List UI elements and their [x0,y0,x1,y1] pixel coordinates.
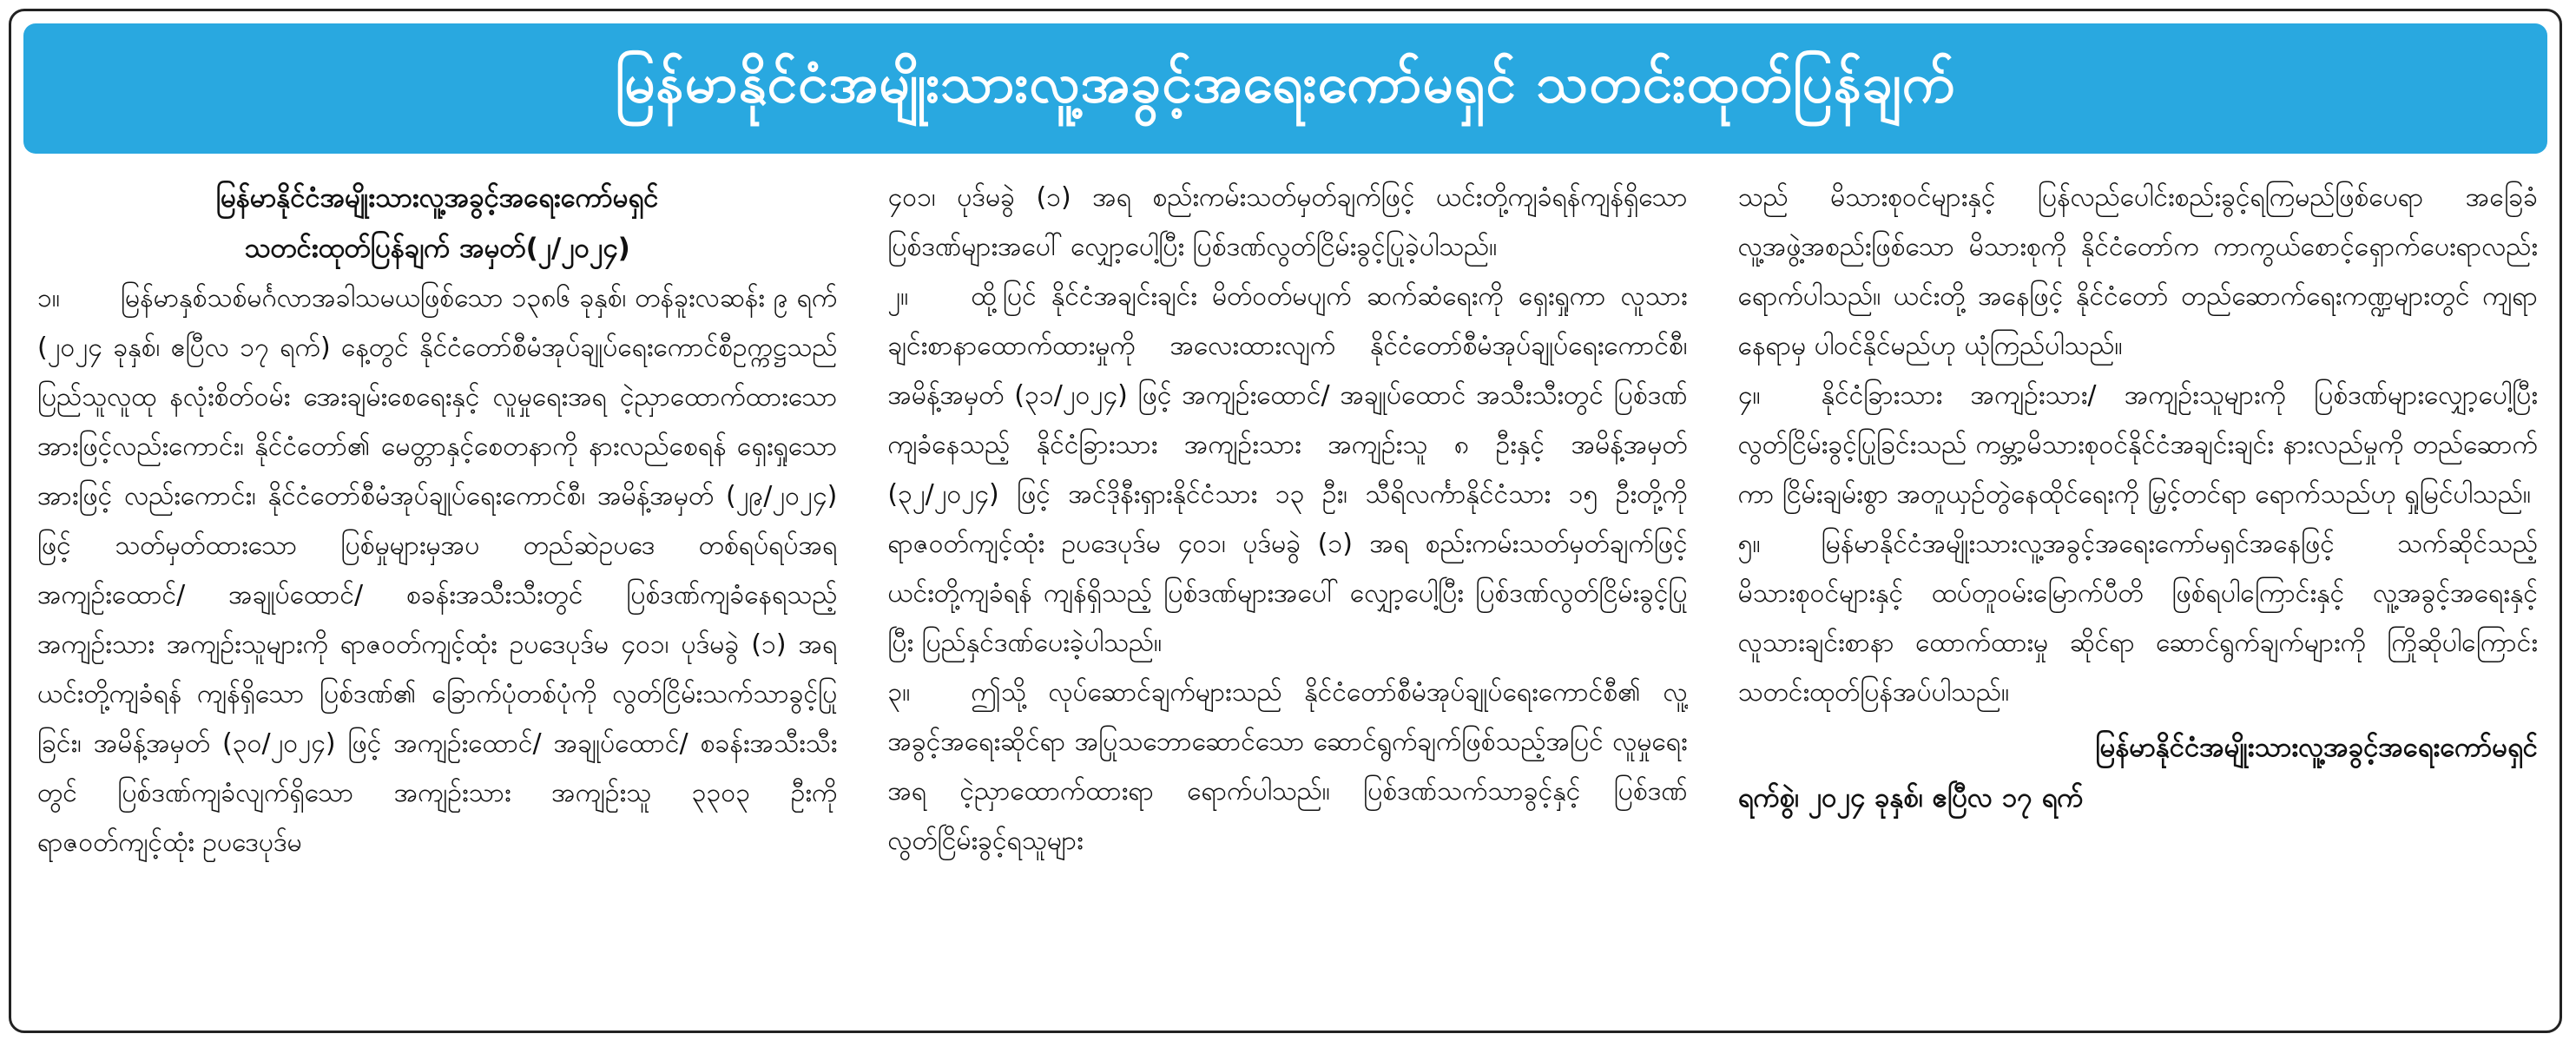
paragraph-1-text: မြန်မာနှစ်သစ်မင်္ဂလာအခါသမယဖြစ်သော ၁၃၈၆ ခုနှစ်၊ တန်ခူးလဆန်း ၉ ရက် (၂၀၂၄ ခုနှစ်၊ ဧပြီလ ၁၇ ရက်) နေ့တွင် နိုင်ငံတော်စီမံအုပ်ချုပ်ရေးကောင်စီဥက္ကဋ္ဌသည် ပြည်သူလူထု နလုံးစိတ်ဝမ်း အေးချမ်းစေရေးနှင့် လူမှုရေးအရ ငဲ့ညှာထောက်ထားသောအားဖြင့်လည်းကောင်း၊ နိုင်ငံတော်၏ မေတ္တာနှင့်စေတနာကို နားလည်စေရန် ရှေးရှုသောအားဖြင့် လည်းကောင်း၊ နိုင်ငံတော်စီမံအုပ်ချုပ်ရေးကောင်စီ၊ အမိန့်အမှတ် (၂၉/၂၀၂၄) ဖြင့် သတ်မှတ်ထားသော ပြစ်မှုများမှအပ တည်ဆဲဥပဒေ တစ်ရပ်ရပ်အရ အကျဉ်းထောင်/ အချုပ်ထောင်/ စခန်းအသီးသီးတွင် ပြစ်ဒဏ်ကျခံနေရသည့် အကျဉ်းသား အကျဉ်းသူများကို ရာဇဝတ်ကျင့်ထုံး ဥပဒေပုဒ်မ ၄၀၁၊ ပုဒ်မခွဲ (၁) အရ ယင်းတို့ကျခံရန် ကျန်ရှိသော ပြစ်ဒဏ်၏ ခြောက်ပုံတစ်ပုံကို လွတ်ငြိမ်းသက်သာခွင့်ပြုခြင်း၊ အမိန့်အမှတ် (၃၀/၂၀၂၄) ဖြင့် အကျဉ်းထောင်/ အချုပ်ထောင်/ စခန်းအသီးသီးတွင် ပြစ်ဒဏ်ကျခံလျက်ရှိသော အကျဉ်းသား အကျဉ်းသူ ၃၃၀၃ ဦးကို ရာဇဝတ်ကျင့်ထုံး ဥပဒေပုဒ်မ [37,283,838,858]
title-banner [23,23,2547,154]
paragraph-1-continued [887,173,1687,272]
paragraph-4 [1738,371,2538,519]
body-columns [37,173,2538,1015]
paragraph-5-number: ၅။ [1737,529,1761,559]
paragraph-4-text: နိုင်ငံခြားသား အကျဉ်းသား/ အကျဉ်းသူများကို ပြစ်ဒဏ်များလျှော့ပေါ့ပြီး လွတ်ငြိမ်းခွင့်ပြုခြင်းသည် ကမ္ဘာ့မိသားစုဝင်နိုင်ငံအချင်းချင်း နားလည်မှုကို တည်ဆောက်ကာ ငြိမ်းချမ်းစွာ အတူယှဉ်တွဲနေထိုင်ရေးကို မြှင့်တင်ရာ ရောက်သည်ဟု ရှုမြင်ပါသည်။ [1737,380,2538,510]
paragraph-5-text: မြန်မာနိုင်ငံအမျိုးသားလူ့အခွင့်အရေးကော်မရှင်အနေဖြင့် သက်ဆိုင်သည့် မိသားစုဝင်များနှင့် ထပ်တူဝမ်းမြောက်ပီတိ ဖြစ်ရပါကြောင်းနှင့် လူ့အခွင့်အရေးနှင့် လူသားချင်းစာနာ ထောက်ထားမှု ဆိုင်ရာ ဆောင်ရွက်ချက်များကို ကြိုဆိုပါကြောင်း သတင်းထုတ်ပြန်အပ်ပါသည်။ [1737,529,2538,708]
statement-heading-line1: မြန်မာနိုင်ငံအမျိုးသားလူ့အခွင့်အရေးကော်မရှင် [215,182,659,214]
column-3 [1738,173,2538,1015]
paragraph-2-text: ထို့ပြင် နိုင်ငံအချင်းချင်း မိတ်ဝတ်မပျက် ဆက်ဆံရေးကို ရှေးရှုကာ လူသားချင်းစာနာထောက်ထားမှုကို အလေးထားလျက် နိုင်ငံတော်စီမံအုပ်ချုပ်ရေးကောင်စီ၊ အမိန့်အမှတ် (၃၁/၂၀၂၄) ဖြင့် အကျဉ်းထောင်/ အချုပ်ထောင် အသီးသီးတွင် ပြစ်ဒဏ်ကျခံနေသည့် နိုင်ငံခြားသား အကျဉ်းသား အကျဉ်းသူ ၈ ဦးနှင့် အမိန့်အမှတ် (၃၂/၂၀၂၄) ဖြင့် အင်ဒိုနီးရှားနိုင်ငံသား ၁၃ ဦး၊ သီရိလင်္ကာနိုင်ငံသား ၁၅ ဦးတို့ကို ရာဇဝတ်ကျင့်ထုံး ဥပဒေပုဒ်မ ၄၀၁၊ ပုဒ်မခွဲ (၁) အရ စည်းကမ်းသတ်မှတ်ချက်ဖြင့် ယင်းတို့ကျခံရန် ကျန်ရှိသည့် ပြစ်ဒဏ်များအပေါ် လျှော့ပေါ့ပြီး ပြစ်ဒဏ်လွတ်ငြိမ်းခွင့်ပြုပြီး ပြည်နှင်ဒဏ်ပေးခဲ့ပါသည်။ [887,281,1688,658]
paragraph-1-number: ၁။ [37,283,60,313]
press-release-frame [9,9,2562,1033]
paragraph-5 [1738,519,2538,717]
page-title: မြန်မာနိုင်ငံအမျိုးသားလူ့အခွင့်အရေးကော်မရှင် သတင်းထုတ်ပြန်ချက် [615,50,1956,115]
signature-organization: မြန်မာနိုင်ငံအမျိုးသားလူ့အခွင့်အရေးကော်မရှင် [2095,732,2538,763]
signature-date: ရက်စွဲ၊ ၂၀၂၄ ခုနှစ်၊ ဧပြီလ ၁၇ ရက် [1737,782,2084,813]
paragraph-3-text: ဤသို့ လုပ်ဆောင်ချက်များသည် နိုင်ငံတော်စီမံအုပ်ချုပ်ရေးကောင်စီ၏ လူ့အခွင့်အရေးဆိုင်ရာ အပြုသဘောဆောင်သော ဆောင်ရွက်ချက်ဖြစ်သည့်အပြင် လူမှုရေးအရ ငဲ့ညှာထောက်ထားရာ ရောက်ပါသည်။ ပြစ်ဒဏ်သက်သာခွင့်နှင့် ပြစ်ဒဏ်လွတ်ငြိမ်းခွင့်ရသူများ [887,677,1688,856]
paragraph-1-continued-text: ၄၀၁၊ ပုဒ်မခွဲ (၁) အရ စည်းကမ်းသတ်မှတ်ချက်ဖြင့် ယင်းတို့ကျခံရန်ကျန်ရှိသော ပြစ်ဒဏ်များအပေါ် လျှော့ပေါ့ပြီး ပြစ်ဒဏ်လွတ်ငြိမ်းခွင့်ပြုခဲ့ပါသည်။ [887,182,1688,262]
paragraph-3-number: ၃။ [887,677,911,708]
paragraph-1 [37,273,837,867]
statement-heading-line2: သတင်းထုတ်ပြန်ချက် အမှတ်(၂/၂၀၂၄) [244,233,630,264]
paragraph-2 [887,272,1687,668]
paragraph-3 [887,668,1687,866]
column-1 [37,173,837,1015]
paragraph-4-number: ၄။ [1737,380,1761,411]
paragraph-2-number: ၂။ [887,281,909,312]
paragraph-3-continued [1738,173,2538,371]
column-2 [887,173,1687,1015]
paragraph-3-continued-text: သည် မိသားစုဝင်များနှင့် ပြန်လည်ပေါင်းစည်းခွင့်ရကြမည်ဖြစ်ပေရာ အခြေခံလူ့အဖွဲ့အစည်းဖြစ်သော မိသားစုကို နိုင်ငံတော်က ကာကွယ်စောင့်ရှောက်ပေးရာလည်းရောက်ပါသည်။ ယင်းတို့ အနေဖြင့် နိုင်ငံတော် တည်ဆောက်ရေးကဏ္ဍများတွင် ကျရာနေရာမှ ပါဝင်နိုင်မည်ဟု ယုံကြည်ပါသည်။ [1737,182,2538,361]
